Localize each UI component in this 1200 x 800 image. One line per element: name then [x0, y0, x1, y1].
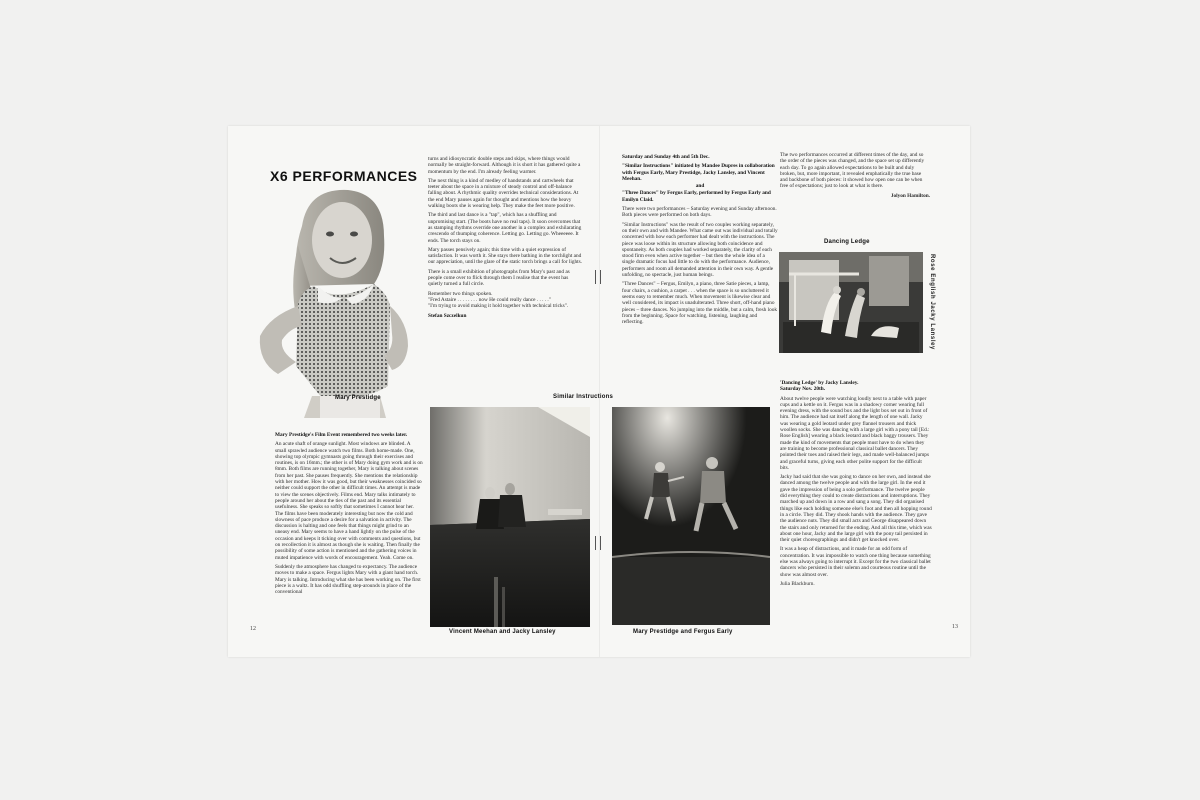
col3-p2: "Similar Instructions" was the result of two couples working separately, on their own and with Mandee. What came out was individual and totally concerned with how each performer had dealt with the instructions. The piece was loose within its structure allowing both coincidence and spontaneity. As both couples had worked separately, the clarity of each stood firm even when active together – but then the whole idea of a single dramatic focus had little to do with the performance. Audience, performers and room all demanded attention in their own way. A gentle unfolding, no spectacle, just human beings. [622, 221, 778, 279]
staple-bottom [595, 536, 601, 550]
photo-prestidge-early [612, 407, 770, 625]
col3-date: Saturday and Sunday 4th and 5th Dec. [622, 154, 710, 160]
col2-quote-1: "Fred Astaire . . . . . . . . now He could really dance . . . . ." [428, 296, 551, 303]
col2-p5: There is a small exhibition of photographs from Mary's past and as people come over to flick through them I realise that the event has quietly turned a full circle. [428, 268, 570, 288]
col2-p3: The third and last dance is a "tap", which has a shuffling and unpromising start. (The boots have no real taps). It soon overcomes that as stamping rhythms override one another in a complex and exhilarating crescendo of thumping coherence. Letting go. Letting go. Wheeeeee. It ends. The torch stays on. [428, 212, 582, 244]
col1-heading: Mary Prestidge's Film Event remembered two weeks later. [275, 432, 408, 438]
page-number-right: 13 [952, 624, 958, 630]
page-number-left: 12 [250, 626, 256, 632]
similar-instructions-caption: Similar Instructions [553, 394, 614, 400]
photo-meehan-lansley [430, 407, 590, 627]
col3-credit-2: "Three Dances" by Fergus Early, performed by Fergus Early and Emilyn Claid. [622, 190, 771, 203]
column-4-bottom [780, 380, 932, 590]
col1-body: An acute shaft of orange sunlight. Most windows are blinded. A small sprawled audience watch two films. Both home-made. One, showing top olympic gymnasts going through their exercises and routines, is on 16mm.; the other is of Mary doing gym work and is on 8mm. Both films are running together, Mary is talking about scenes from her past. She pauses frequently. She mentions the relationship with her mother. How it was good, but their weaknesses coincided so neither could support the other in difficult times. An attempt is made to view the scenes objectively. Films end. Mary talks intimately to people around her about the ties of the past and its essential usefulness. She speaks so softly that sometimes I cannot hear her. The films have been moderately interesting but now the cold and slowness of pace produce a desire for a salvation in activity. The discussion is halting and one feels that things might grind to an uneasy end. Mary seems to have a hand lightly on the pulse of the occasion and keeps it ticking over with comments and questions, but on recollection it is almost as though she is waiting. Then finally the possibility of some action is mentioned and the gathering voices in muted impatience with words of encouragement. Yeah. Come on. [275, 441, 423, 561]
page-fold [599, 126, 600, 657]
col2-quote-2: "I'm trying to avoid making it hold together with technical tricks". [428, 303, 569, 310]
col3-and: and [695, 183, 705, 190]
col4-date: Saturday Nov. 20th. [780, 386, 826, 393]
column-3 [622, 154, 778, 328]
staple-top [595, 270, 601, 284]
girl-caption: Mary Prestidge [335, 395, 381, 401]
photo-2-caption: Mary Prestidge and Fergus Early [633, 629, 733, 635]
col2-signature: Stefan Szczelkun [428, 312, 467, 319]
col3-p1: There were two performances – Saturday evening and Sunday afternoon. Both pieces were performed on both days. [622, 206, 777, 219]
photo-1-caption: Vincent Meehan and Jacky Lansley [449, 629, 556, 635]
col4-signature-1: Jolyon Hamilton. [890, 192, 930, 199]
col4-signature-2: Julia Blackburn. [780, 580, 815, 587]
col2-p1: turns and idiosyncratic double steps and skips, where things would normally be straight-forward. Although it is short it has gathered quite a momentum by the end. I'm already feeling warmer. [428, 156, 581, 175]
girl-photo [256, 186, 416, 418]
col4-heading: 'Dancing Ledge' by Jacky Lansley. [780, 380, 859, 386]
dancing-ledge-caption: Dancing Ledge [824, 239, 870, 245]
column-1 [275, 432, 423, 598]
col2-p2: The next thing is a kind of medley of handstands and cartwheels that teeter about the space in a mixture of steady control and off-balance falling about. A rhythmic quality overrides technical considerations. At the end Mary pauses again for thought and mentions how the heavy walking boots she is wearing help. They make the feet more positive. [428, 177, 579, 210]
side-credit: Rose English Jacky Lansley [929, 254, 935, 350]
column-4-top [780, 152, 930, 202]
col1-body-2: Suddenly the atmosphere has changed to expectancy. The audience moves to make a space. Fergus lights Mary with a giant hand torch. Mary is talking. Introducing what she has been working on. The first piece is a waltz. It has odd shuffling step-arounds in place of the conventional [275, 563, 421, 596]
col4-body: About twelve people were watching loudly next to a table with paper cups and a kettle on it. Fergus was in a shadowy corner wearing full evening dress, with the sound box and the light box set out in front of him. The audience had sat itself along the length of one wall. Jacky was wearing a gold leotard under grey flannel trousers and thick woollen socks. She was dancing with a large girl with a pony tail [Ed.: Rose English] wearing a black leotard and black baggy trousers. They made the kind of movements that people must have to do when they are training to become professional classical ballet dancers. They pointed their toes and raised their legs, and made well-balanced jumps and graceful turns, giving each other polite support for the difficult bits. [780, 395, 930, 471]
col2-p6: Remember two things spoken. [428, 290, 493, 297]
col3-credit-1: "Similar Instructions" initiated by Mandee Dupres in collaboration with Fergus Early, Mary Prestidge, Jacky Lansley, and Vincent Meehan. [622, 163, 775, 182]
magazine-spread [228, 126, 970, 657]
spread-title: X6 PERFORMANCES [270, 168, 418, 184]
col4-p1: The two performances occurred at different times of the day, and so the order of the pieces was changed, and the space set up differently each day. To go again allowed expectations to be built and duly broken, but, more important, it revealed emphatically the true base and backbone of both pieces: it showed how open one can be when free of expectations; just to look at what is there. [780, 152, 925, 190]
col2-p4: Mary passes pensively again; this time with a quiet expression of satisfaction. It was worth it. She stays there bathing in the torchlight and our appreciation, until the glare of the static torch brings a call for lights. [428, 246, 583, 266]
dancing-ledge-photo [779, 252, 923, 353]
column-2 [428, 156, 584, 322]
col4-body-3: It was a heap of distractions, and it made for an odd form of concentration. It was impossible to watch one thing because something else was always going to interrupt it. Except for the two classical ballet dancers who persisted in their solemn and courteous routine until the show was almost over. [780, 546, 931, 578]
col4-body-2: Jacky had said that she was going to dance on her own, and instead she danced among the twelve people and with the large girl. In the end it gave the impression of being a solo performance. The twelve people did everything they could to create distractions and interruptions. They marched up and down in a row and sang a song. They did organised things like each holding someone else's foot and then all hopping round in a circle. They did. They shook hands with the audience. They gave the audience nuts. They did small acts and George disappeared down the stairs and only returned for the ending. And all this time, which was about one hour, Jacky and the large girl with the pony tail persisted in their quiet choreographings and didn't get knocked over. [780, 474, 932, 544]
col3-p3: "Three Dances" – Fergus, Emilyn, a piano, three Satie pieces, a lamp, four chairs, a cushion, a carpet . . . when the space is so uncluttered it seems easy to remember much. When movement is likewise clear and well considered, its impact is unadulterated. Three short, off-hand piano pieces – three dances. No jumping into the middle, but a calm, fresh look from the beginning. Space for watching, listening, laughing and reflecting. [622, 281, 778, 326]
